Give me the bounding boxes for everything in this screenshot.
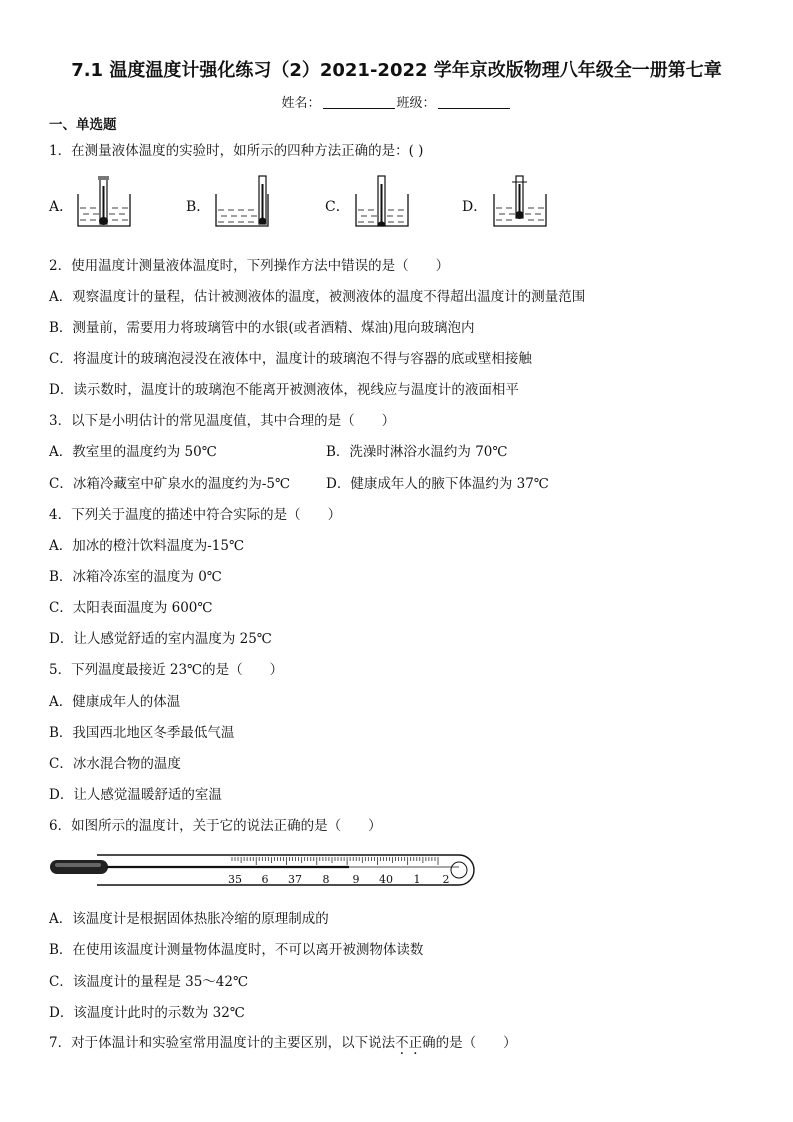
question-2-option-d: D．读示数时，温度计的玻璃泡不能离开被测液体，视线应与温度计的液面相平 (49, 382, 519, 398)
scale-label-42: 2 (442, 873, 450, 886)
question-3-option-c: C．冰箱冷藏室中矿泉水的温度约为-5℃ (49, 476, 291, 492)
question-7-emphasis-2: 正 (408, 1035, 423, 1051)
question-7-emphasis-1: 不 (395, 1035, 409, 1051)
question-2-option-c: C．将温度计的玻璃泡浸没在液体中，温度计的玻璃泡不得与容器的底或壁相接触 (49, 351, 532, 367)
scale-label-36: 6 (261, 873, 269, 886)
question-4-option-c: C．太阳表面温度为 600℃ (49, 600, 213, 616)
question-6-option-c: C．该温度计的量程是 35～42℃ (49, 974, 249, 990)
class-blank[interactable] (438, 95, 510, 109)
q1-beaker-b-diagram (212, 174, 274, 230)
q1-option-a-label: A． (49, 199, 74, 215)
clinical-thermometer-figure (49, 849, 483, 895)
question-5-option-c: C．冰水混合物的温度 (49, 756, 181, 772)
scale-label-39: 9 (352, 873, 360, 886)
question-2-stem: 2．使用温度计测量液体温度时，下列操作方法中错误的是（ ） (49, 258, 450, 274)
q1-option-c-label: C． (325, 199, 350, 215)
question-7-stem-start: 7．对于体温计和实验室常用温度计的主要区别，以下说法 (49, 1035, 396, 1051)
question-4-option-b: B．冰箱冷冻室的温度为 0℃ (49, 569, 222, 585)
clinical-thermometer-diagram (49, 849, 483, 891)
scale-label-37: 37 (288, 873, 302, 886)
question-6-stem: 6．如图所示的温度计，关于它的说法正确的是（ ） (49, 818, 382, 834)
name-label: 姓名： (281, 96, 321, 111)
question-6-option-d: D．该温度计此时的示数为 32℃ (49, 1005, 245, 1021)
scale-label-40: 40 (379, 873, 393, 886)
q1-beaker-c-diagram (352, 174, 414, 230)
q1-option-b-label: B． (186, 199, 211, 215)
scale-label-35: 35 (228, 873, 242, 886)
scale-label-38: 8 (322, 873, 330, 886)
scale-label-41: 1 (413, 873, 421, 886)
question-3-option-d: D．健康成年人的腋下体温约为 37℃ (326, 476, 549, 492)
question-6-option-a: A．该温度计是根据固体热胀冷缩的原理制成的 (49, 911, 329, 927)
question-3-option-a: A．教室里的温度约为 50℃ (49, 444, 217, 460)
question-2-option-a: A．观察温度计的量程，估计被测液体的温度，被测液体的温度不得超出温度计的测量范围 (49, 289, 586, 305)
question-6-option-b: B．在使用该温度计测量物体温度时，不可以离开被测物体读数 (49, 942, 424, 958)
question-4-option-d: D．让人感觉舒适的室内温度为 25℃ (49, 631, 272, 647)
question-1-stem: 1．在测量液体温度的实验时，如所示的四种方法正确的是：( ) (49, 143, 424, 159)
question-7-stem-end: 确的是（ ） (422, 1035, 517, 1051)
question-5-option-d: D．让人感觉温暖舒适的室温 (49, 787, 222, 803)
question-2-option-b: B．测量前，需要用力将玻璃管中的水银(或者酒精、煤油)甩向玻璃泡内 (49, 320, 475, 336)
section-heading: 一、单选题 (49, 117, 117, 133)
q1-option-d-label: D． (462, 199, 488, 215)
page-title: 7.1 温度温度计强化练习（2）2021-2022 学年京改版物理八年级全一册第七章 (71, 60, 722, 81)
question-4-stem: 4．下列关于温度的描述中符合实际的是（ ） (49, 507, 342, 523)
question-3-option-b: B．洗澡时淋浴水温约为 70℃ (326, 444, 508, 460)
question-4-option-a: A．加冰的橙汁饮料温度为-15℃ (49, 538, 245, 554)
name-blank[interactable] (323, 95, 395, 109)
question-5-option-b: B．我国西北地区冬季最低气温 (49, 725, 235, 741)
q1-beaker-d-diagram (490, 174, 552, 230)
name-class-line (0, 92, 793, 111)
class-label: 班级： (396, 96, 436, 111)
q1-beaker-a-diagram (74, 174, 136, 230)
question-3-stem: 3．以下是小明估计的常见温度值，其中合理的是（ ） (49, 413, 396, 429)
question-7-stem (49, 1031, 517, 1051)
question-5-stem: 5．下列温度最接近 23℃的是（ ） (49, 662, 284, 678)
question-5-option-a: A．健康成年人的体温 (49, 694, 181, 710)
